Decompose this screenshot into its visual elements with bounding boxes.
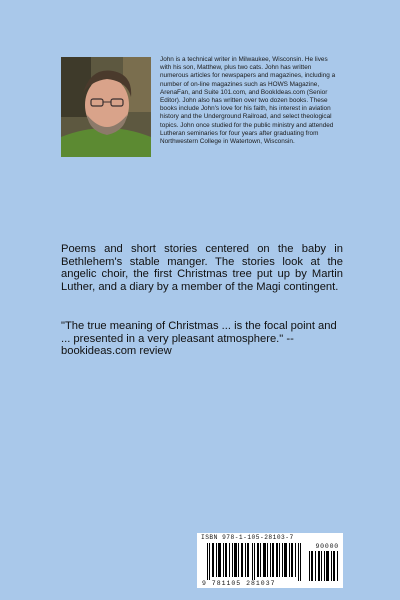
addon-barcode-bars-icon — [309, 551, 339, 581]
author-portrait-icon — [61, 57, 151, 157]
barcode-number: 9 781105 281037 — [202, 580, 276, 587]
price-code: 90000 — [315, 543, 339, 550]
book-description: Poems and short stories centered on the baby in Bethlehem's stable manger. The stories look at the angelic choir, the first Christmas tree put up by Martin Luther, and a diary by a member of the Magi contingent. — [61, 243, 343, 293]
author-photo — [61, 57, 151, 157]
author-bio: John is a technical writer in Milwaukee, Wisconsin. He lives with his son, Matthew, plus two cats. John has written numerous articles for newspapers and magazines, including a number of on-line magazines such as HOWS Magazine, ArenaFan, and Suite 101.com, and BookIdeas.com (Senior Editor). John also has written over two dozen books. These books include John's love for his faith, his interest in aviation history and the Underground Railroad, and select theological topics. John once studied for the public ministry and attended Lutheran seminaries for four years after graduating from Northwestern College in Watertown, Wisconsin. — [160, 56, 336, 146]
barcode-bars-icon — [207, 543, 305, 581]
isbn-label: ISBN 978-1-105-28103-7 — [201, 534, 294, 541]
isbn-barcode — [197, 533, 343, 588]
review-quote: "The true meaning of Christmas ... is the focal point and ... presented in a very pleasant atmosphere." --bookideas.com review — [61, 320, 337, 358]
